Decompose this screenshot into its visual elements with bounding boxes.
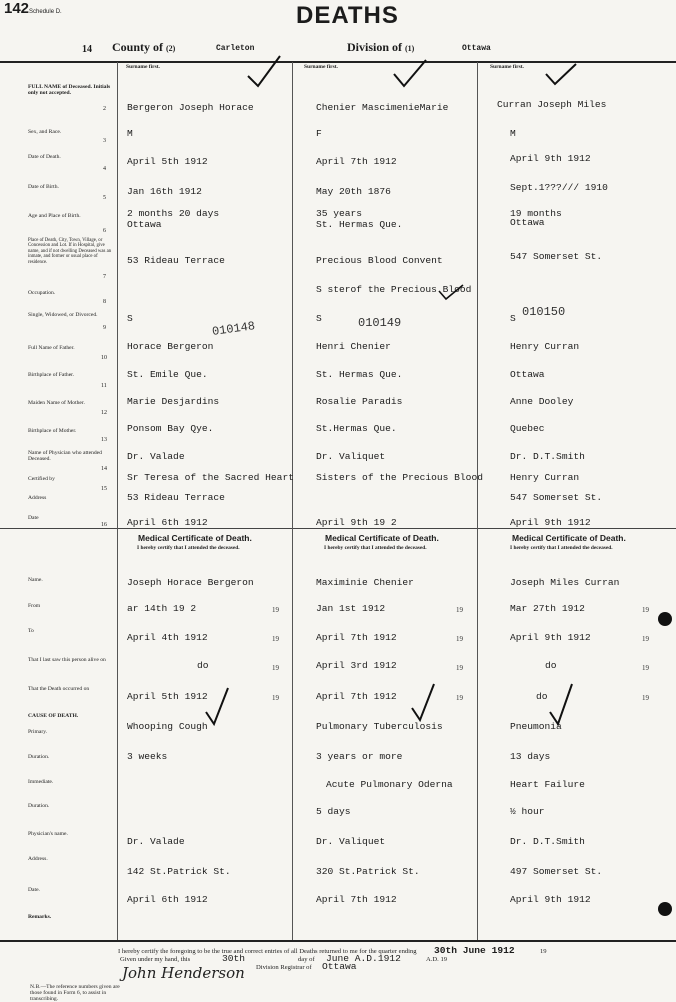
full-name: Curran Joseph Miles [497, 99, 607, 110]
physician-name: Dr. D.T.Smith [510, 836, 585, 847]
punch-hole-top [658, 612, 672, 626]
check-mark-icon [408, 682, 438, 724]
duration-2: ½ hour [510, 806, 545, 817]
date: April 9th 19 2 [316, 517, 397, 528]
to: April 4th 1912 [127, 632, 208, 643]
occupation: S sterof the Precious Blood [316, 284, 472, 295]
cert-name: Joseph Horace Bergeron [127, 577, 254, 588]
cert-name: Maximinie Chenier [316, 577, 414, 588]
label-primary: Primary. [28, 729, 48, 735]
row-number-9: 9 [103, 325, 106, 331]
primary-cause: Pneumonia [510, 721, 562, 732]
place-death: 53 Rideau Terrace [127, 255, 225, 266]
mother-birth: St.Hermas Que. [316, 423, 397, 434]
last-saw: April 3rd 1912 [316, 660, 397, 671]
division-value: Ottawa [462, 44, 491, 53]
row-number-15: 15 [101, 486, 107, 492]
father-name: Horace Bergeron [127, 341, 214, 352]
column-divider-2 [477, 62, 478, 940]
footer-given-text: Given under my hand, this [120, 956, 191, 963]
footer-registrar-place: Ottawa [322, 961, 357, 972]
county-label: County of (2) [112, 40, 176, 54]
check-mark-icon [546, 682, 576, 728]
label-physician-name: Physician's name. [28, 831, 68, 837]
label-sex: Sex, and Race. [28, 129, 62, 135]
date: April 9th 1912 [510, 517, 591, 528]
check-mark-icon [244, 54, 284, 90]
row-number-14: 14 [101, 466, 107, 472]
check-mark-icon [436, 283, 466, 303]
sex: F [316, 128, 322, 139]
row-number-7: 7 [103, 274, 106, 280]
mother-birth: Ponsom Bay Qye. [127, 423, 214, 434]
duration: 3 years or more [316, 751, 403, 762]
from: Mar 27th 1912 [510, 603, 585, 614]
year-mark-last-saw: 19 [456, 664, 463, 672]
label-cause: CAUSE OF DEATH. [28, 713, 79, 719]
year-mark-last-saw: 19 [642, 664, 649, 672]
label-father-birth: Birthplace of Father. [28, 372, 75, 378]
phys-address: 320 St.Patrick St. [316, 866, 420, 877]
label-address: Address [28, 495, 47, 501]
label-remarks: Remarks. [28, 914, 52, 920]
row-number-5: 5 [103, 195, 106, 201]
year-mark-death: 19 [456, 694, 463, 702]
death-occurred: do [536, 691, 548, 702]
cert-title: Medical Certificate of Death. [138, 533, 252, 543]
footer-certify-text: I hereby certify the foregoing to be the true and correct entries of all Deaths returned to me for the quarter ending [118, 948, 417, 955]
row-number-10: 10 [101, 355, 107, 361]
last-saw: do [197, 660, 209, 671]
label-date-birth: Date of Birth. [28, 184, 59, 190]
phys-address: 142 St.Patrick St. [127, 866, 231, 877]
date-death: April 5th 1912 [127, 156, 208, 167]
mother-birth: Quebec [510, 423, 545, 434]
marital: S [127, 313, 133, 324]
column-header-1: Surname first. [126, 64, 160, 70]
date-death: April 9th 1912 [510, 153, 591, 164]
physician-name: Dr. Valade [127, 836, 185, 847]
certified-by: Henry Curran [510, 472, 580, 483]
father-birth: Ottawa [510, 369, 545, 380]
label-mother-name: Maiden Name of Mother. [28, 400, 85, 406]
year-mark-to: 19 [272, 635, 279, 643]
check-mark-icon [390, 58, 430, 94]
row-number-12: 12 [101, 410, 107, 416]
father-name: Henri Chenier [316, 341, 391, 352]
marital: S [510, 313, 516, 324]
label-death-occurred: That the Death occurred on [28, 686, 90, 692]
label-to: To [28, 628, 34, 634]
label-immediate: Immediate. [28, 779, 54, 785]
full-name: Chenier MascimenieMarie [316, 102, 449, 113]
bottom-rule [0, 940, 676, 942]
punch-hole-bottom [658, 902, 672, 916]
check-mark-icon [202, 686, 232, 728]
age: 19 months [510, 208, 562, 219]
physician-name: Dr. Valiquet [316, 836, 386, 847]
year-mark-to: 19 [642, 635, 649, 643]
physician-attended: Dr. Valade [127, 451, 185, 462]
date-birth: Jan 16th 1912 [127, 186, 202, 197]
label-from: From [28, 603, 41, 609]
label-date: Date [28, 515, 39, 521]
label-duration: Duration. [28, 754, 50, 760]
page-title: DEATHS [296, 2, 399, 29]
footer-day-of: day of [298, 956, 315, 963]
cert-title: Medical Certificate of Death. [512, 533, 626, 543]
phys-date: April 7th 1912 [316, 894, 397, 905]
cert-subtitle: I hereby certify that I attended the deceased. [324, 545, 427, 551]
birthplace: St. Hermas Que. [316, 219, 403, 230]
column-divider-1 [292, 62, 293, 940]
row-number-11: 11 [101, 383, 107, 389]
label-marital: Single, Widowed, or Divorced. [28, 312, 98, 318]
label-cert-name: Name. [28, 577, 43, 583]
duration: 13 days [510, 751, 551, 762]
death-occurred: April 5th 1912 [127, 691, 208, 702]
division-label: Division of (1) [347, 40, 415, 54]
immediate-cause: Heart Failure [510, 779, 585, 790]
row-number-13: 13 [101, 437, 107, 443]
to: April 9th 1912 [510, 632, 591, 643]
footer-note: N.B.—The reference numbers given are those found in Form 6, to assist in transcribing. [30, 984, 120, 1002]
footer-month-year: June A.D.1912 [326, 953, 401, 964]
from: Jan 1st 1912 [316, 603, 386, 614]
registration-number: 010148 [211, 319, 256, 339]
footer-year-mark: 19 [540, 948, 547, 955]
date-birth: May 20th 1876 [316, 186, 391, 197]
label-mother-birth: Birthplace of Mother. [28, 428, 77, 434]
row-number-16: 16 [101, 522, 107, 528]
footer-day: 30th [222, 953, 246, 964]
age: 35 years [316, 208, 363, 219]
primary-cause: Pulmonary Tuberculosis [316, 721, 443, 732]
duration-2: 5 days [316, 806, 351, 817]
label-occupation: Occupation. [28, 290, 56, 296]
father-birth: St. Hermas Que. [316, 369, 403, 380]
age: 2 months 20 days [127, 208, 220, 219]
year-mark-from: 19 [272, 606, 279, 614]
death-occurred: April 7th 1912 [316, 691, 397, 702]
marital: S [316, 313, 322, 324]
birthplace: Ottawa [510, 217, 545, 228]
label-date-death: Date of Death. [28, 154, 61, 160]
physician-attended: Dr. Valiquet [316, 451, 386, 462]
label-phys-address: Address. [28, 856, 48, 862]
cert-rule [0, 528, 676, 529]
phys-date: April 6th 1912 [127, 894, 208, 905]
address: 53 Rideau Terrace [127, 492, 225, 503]
page-number: 142Schedule D. [4, 0, 62, 17]
label-phys-date: Date. [28, 887, 40, 893]
year-mark-from: 19 [456, 606, 463, 614]
year-mark-death: 19 [272, 694, 279, 702]
label-physician-attended: Name of Physician who attended Deceased. [28, 450, 102, 463]
sex: M [510, 128, 516, 139]
label-place-death: Place of Death, City, Town, Village, or Concession and Lot. If in Hospital, give name, and if not dwelling Deceased was an inmate, and former or usual place of residence. [28, 238, 112, 265]
to: April 7th 1912 [316, 632, 397, 643]
cert-subtitle: I hereby certify that I attended the deceased. [510, 545, 613, 551]
footer-quarter-end: 30th June 1912 [434, 945, 515, 956]
year-mark-from: 19 [642, 606, 649, 614]
year-mark-to: 19 [456, 635, 463, 643]
column-header-2: Surname first. [304, 64, 338, 70]
row-number-3: 3 [103, 138, 106, 144]
year-mark-death: 19 [642, 694, 649, 702]
label-father-name: Full Name of Father. [28, 345, 75, 351]
row-number-8: 8 [103, 299, 106, 305]
registrar-signature: John Henderson [122, 964, 245, 982]
birthplace: Ottawa [127, 219, 162, 230]
label-last-saw: That I last saw this person alive on [28, 657, 106, 663]
father-birth: St. Emile Que. [127, 369, 208, 380]
label-full-name: FULL NAME of Deceased. Initials only not accepted. [28, 84, 111, 97]
header-row-number: 14 [82, 44, 92, 55]
county-value: Carleton [216, 44, 255, 53]
place-death: Precious Blood Convent [316, 255, 443, 266]
label-certified-by: Certified by [28, 476, 55, 482]
date-birth: Sept.1???/// 1910 [510, 182, 608, 193]
row-number-2: 2 [103, 106, 106, 112]
address: 547 Somerset St. [510, 492, 603, 503]
registration-number: 010149 [358, 316, 402, 330]
date-death: April 7th 1912 [316, 156, 397, 167]
certified-by: Sr Teresa of the Sacred Heart [127, 472, 294, 483]
phys-date: April 9th 1912 [510, 894, 591, 905]
column-header-3: Surname first. [490, 64, 524, 70]
label-age-place: Age and Place of Birth. [28, 213, 81, 219]
last-saw: do [545, 660, 557, 671]
label-column-divider [117, 62, 118, 940]
mother-name: Marie Desjardins [127, 396, 220, 407]
footer-registrar-label: Division Registrar of [256, 964, 312, 971]
year-mark-last-saw: 19 [272, 664, 279, 672]
place-death: 547 Somerset St. [510, 251, 603, 262]
mother-name: Anne Dooley [510, 396, 574, 407]
phys-address: 497 Somerset St. [510, 866, 603, 877]
registration-number: 010150 [522, 305, 566, 319]
row-number-4: 4 [103, 166, 106, 172]
certified-by: Sisters of the Precious Blood [316, 472, 483, 483]
physician-attended: Dr. D.T.Smith [510, 451, 585, 462]
label-duration-2: Duration. [28, 803, 50, 809]
mother-name: Rosalie Paradis [316, 396, 403, 407]
check-mark-icon [542, 60, 582, 90]
cert-name: Joseph Miles Curran [510, 577, 620, 588]
immediate-cause: Acute Pulmonary Oderna [326, 779, 453, 790]
cert-title: Medical Certificate of Death. [325, 533, 439, 543]
footer-ad: A.D. 19 [426, 956, 448, 963]
full-name: Bergeron Joseph Horace [127, 102, 254, 113]
row-number-6: 6 [103, 228, 106, 234]
cert-subtitle: I hereby certify that I attended the deceased. [137, 545, 240, 551]
from: ar 14th 19 2 [127, 603, 197, 614]
sex: M [127, 128, 133, 139]
primary-cause: Whooping Cough [127, 721, 208, 732]
date: April 6th 1912 [127, 517, 208, 528]
duration: 3 weeks [127, 751, 168, 762]
father-name: Henry Curran [510, 341, 580, 352]
